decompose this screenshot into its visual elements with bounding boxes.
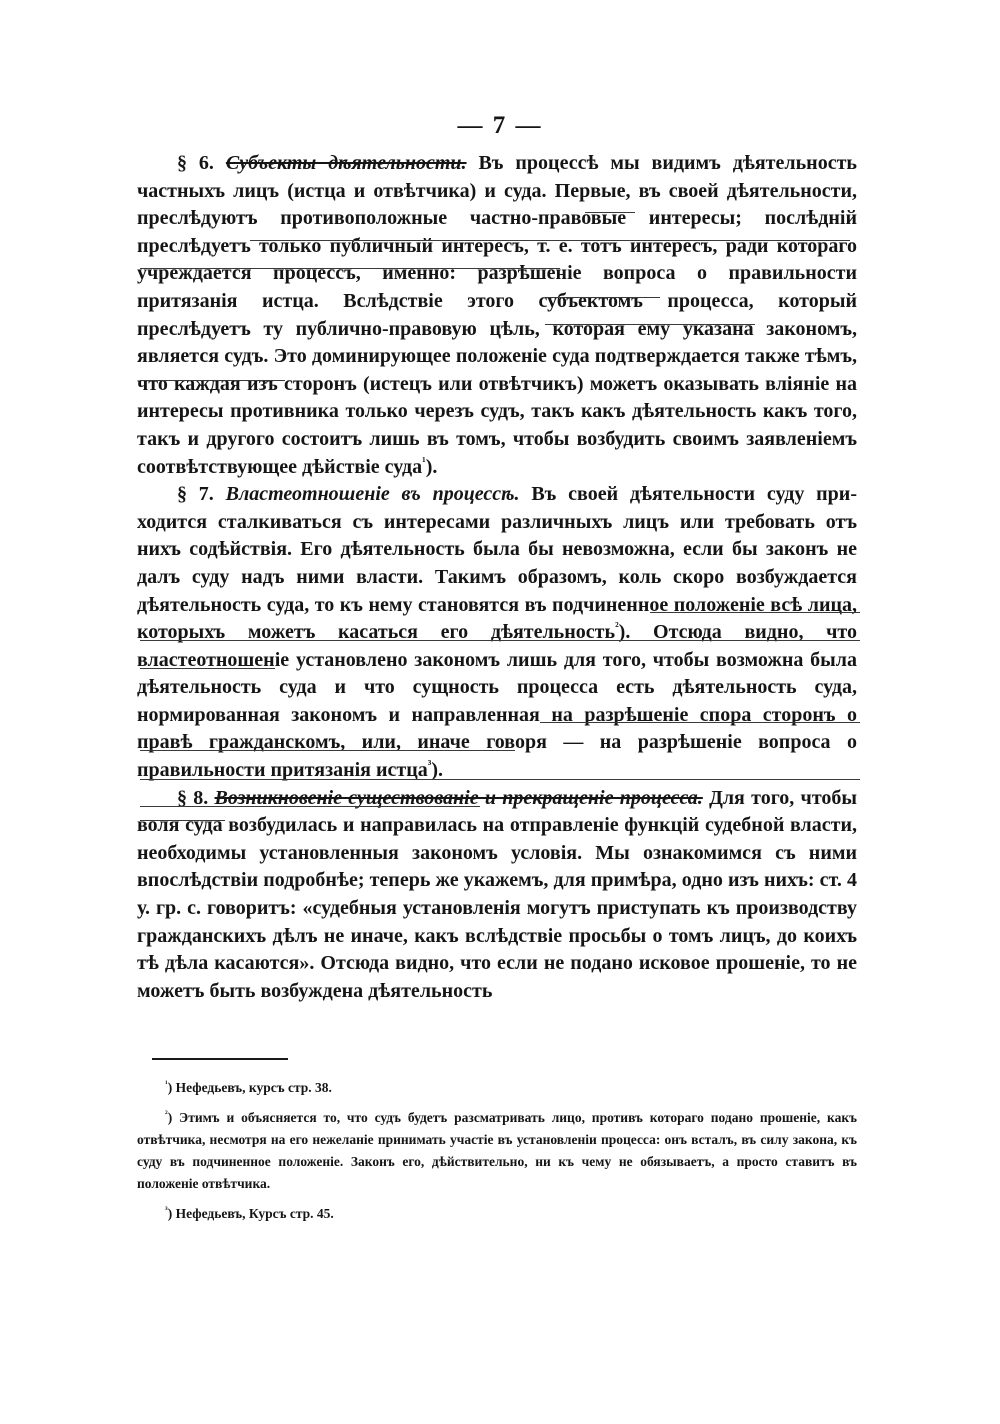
pencil-underline xyxy=(540,722,860,723)
footnote-3-mark: ³ xyxy=(165,1204,168,1215)
section-7-footnote-ref: ² xyxy=(615,619,619,634)
section-6-heading: Субъекты дѣятельности. xyxy=(225,152,467,174)
pencil-underline xyxy=(140,806,480,807)
pencil-underline xyxy=(585,212,635,213)
section-6-number: § 6. xyxy=(177,152,214,174)
pencil-underline xyxy=(140,820,225,821)
pencil-underline xyxy=(140,640,860,641)
section-7-number: § 7. xyxy=(177,483,214,506)
footnote-divider xyxy=(152,1058,288,1060)
footnotes xyxy=(137,1077,857,1233)
section-8-heading: Возникновеніе существованіе и прекращеніе процесса. xyxy=(214,786,703,809)
section-7-heading: Властеотношеніе въ процессѣ. xyxy=(225,483,520,506)
footnote-1-text: ) Нефедьевъ, курсъ стр. 38. xyxy=(167,1080,332,1095)
section-6-footnote-ref: ¹ xyxy=(422,453,426,468)
footnote-2-mark: ² xyxy=(165,1108,168,1119)
pencil-underline xyxy=(140,750,515,751)
main-text xyxy=(137,150,857,1005)
section-6-text: Въ процессѣ мы видимъ дѣятельность частныхъ лицъ (истца и отвѣтчика) и суда. Первые, въ своей дѣятельности, преслѣдуютъ противоположные частно-правовые интересы; послѣдній преслѣдуетъ только публичный интересъ, т. е. тотъ интересъ, ради котораго учреждается процессъ, именно: разрѣшеніе вопроса о правильности притязанія истца. Вслѣдствіе этого субъектомъ процесса, который преслѣдуетъ ту публично-правовую цѣль, которая ему указана закономъ, является судъ. Это доминирующее положеніе суда подтверждается также тѣмъ, что каждая изъ сторонъ (истецъ или отвѣтчикъ) можетъ оказывать вліяніе на интересы противника только черезъ судъ, такъ какъ дѣятельность какъ того, такъ и другого состоитъ лишь въ томъ, чтобы возбудить своимъ заявленіемъ соотвѣтствующее дѣйствіе суда xyxy=(137,152,857,478)
pencil-underline xyxy=(140,668,275,669)
section-8 xyxy=(137,785,857,1006)
section-7-text: Въ своей дѣятельности суду приходится сталкиваться съ интересами различныхъ лицъ или требовать отъ нихъ содѣйствія. Его дѣятельность была бы невозможна, если бы законъ не далъ суду надъ ними власти. Такимъ образомъ, коль скоро возбуждается дѣятельность суда, то къ нему становятся въ подчиненное положеніе всѣ лица, которыхъ можетъ касаться его дѣятельность xyxy=(137,483,858,644)
pencil-underline xyxy=(650,612,860,613)
section-6 xyxy=(137,150,857,481)
section-8-text: Для того, чтобы воля суда возбудилась и направилась на отправленіе функцій судебной власти, необходимы установленныя закономъ условія. Мы ознакомимся съ ними впослѣдствіи подробнѣе; теперь же укажемъ, для примѣра, одно изъ нихъ: ст. 4 у. гр. с. говоритъ: «судебныя установленія могутъ приступать къ производству гражданскихъ дѣлъ не иначе, какъ вслѣдствіе просьбы о томъ лицъ, до коихъ тѣ дѣла касаются». Отсюда видно, что если не подано исковое прошеніе, то не можетъ быть возбуждена дѣятельность xyxy=(137,786,858,1002)
pencil-underline xyxy=(545,324,755,325)
footnote-3-text: ) Нефедьевъ, Курсъ стр. 45. xyxy=(167,1206,334,1221)
pencil-underline xyxy=(250,240,850,241)
footnote-1-mark: ¹ xyxy=(165,1078,168,1089)
pencil-underline xyxy=(140,380,285,381)
section-7-text-continued: ). Отсюда видно, что властеотношеніе установлено закономъ лишь для того, чтобы возможна была дѣятельность суда и что сущность процесса есть дѣятельность суда, нормированная закономъ и направленная на разрѣшеніе спора сторонъ о правѣ гражданскомъ, или, иначе говоря — на разрѣшеніе вопроса о правильности притязанія истца xyxy=(137,621,857,782)
pencil-underline xyxy=(140,268,560,269)
pencil-underline xyxy=(545,297,660,298)
footnote-2 xyxy=(137,1107,857,1195)
pencil-underline xyxy=(140,779,860,780)
section-6-tail: ). xyxy=(425,455,438,478)
footnote-2-text: ) Этимъ и объясняется то, что судъ будетъ разсматривать лицо, противъ котораго подано прошеніе, какъ отвѣтчика, несмотря на его нежеланіе принимать участіе въ установленіи процесса: онъ всталъ, въ силу закона, къ суду въ подчиненное положеніе. Законъ его, дѣйствительно, ни къ чему не обязываетъ, а просто ставитъ въ положеніе отвѣтчика. xyxy=(137,1110,857,1191)
section-8-number: § 8. xyxy=(177,786,209,809)
footnote-3 xyxy=(137,1203,857,1225)
footnote-1 xyxy=(137,1077,857,1099)
section-7-tail: ). xyxy=(431,759,444,782)
page-number: — 7 — xyxy=(457,112,543,139)
section-7-footnote-ref-2: ³ xyxy=(427,757,432,772)
section-7 xyxy=(137,481,857,785)
